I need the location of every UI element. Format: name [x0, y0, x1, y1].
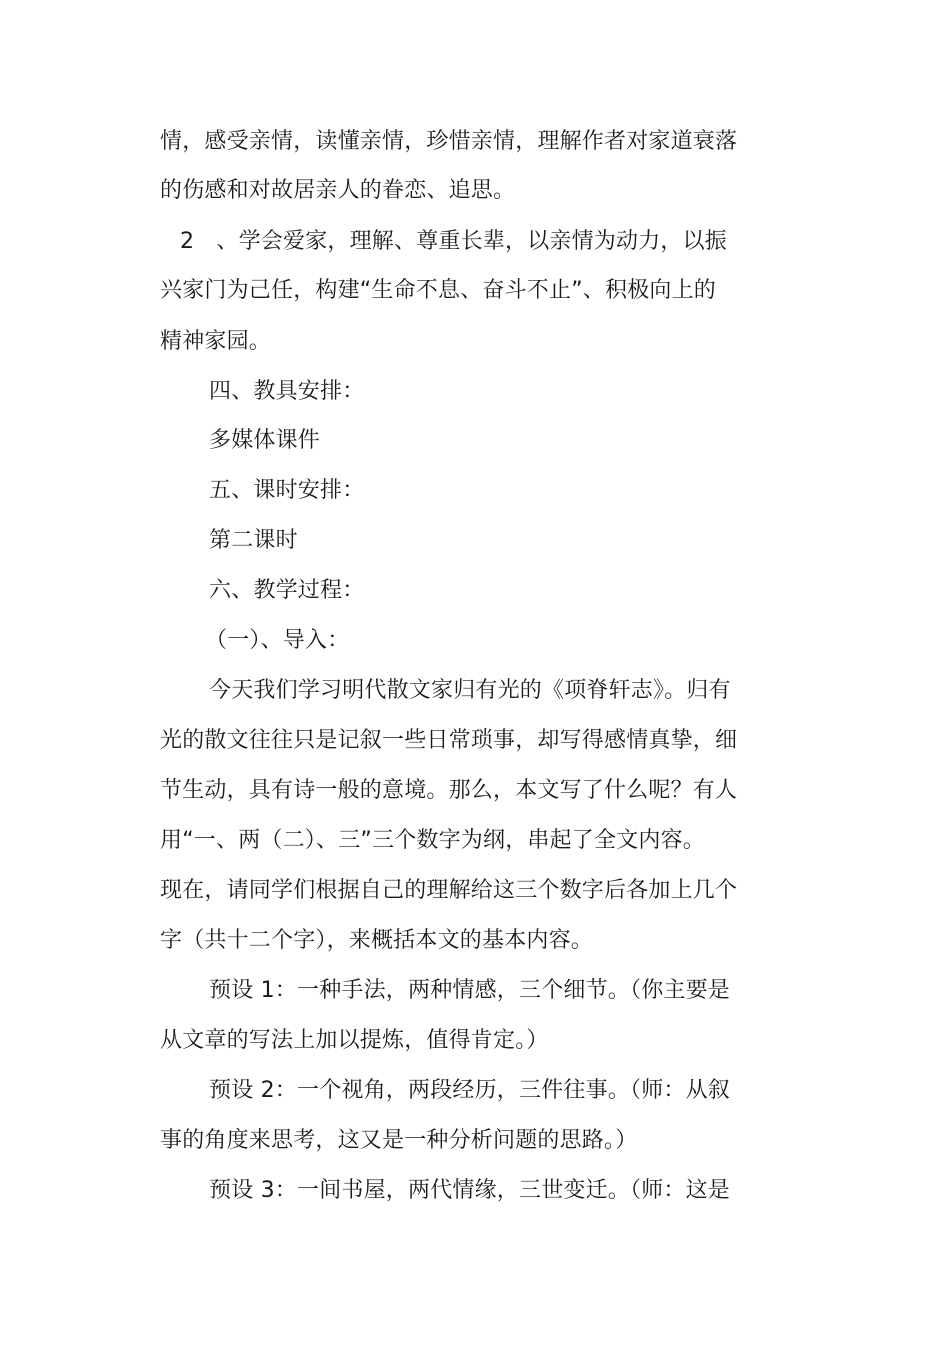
text-line: 现在，请同学们根据自己的理解给这三个数字后各加上几个 — [160, 878, 738, 903]
text-line: 第二课时 — [209, 528, 298, 553]
text-line: 2 、学会爱家，理解、尊重长辈，以亲情为动力，以振 — [180, 229, 727, 254]
text-line: 的伤感和对故居亲人的眷恋、追思。 — [160, 178, 516, 203]
text-line: 多媒体课件 — [209, 428, 321, 453]
section-heading: 五、课时安排： — [209, 478, 365, 503]
text-line: 今天我们学习明代散文家归有光的《项脊轩志》。归有 — [209, 678, 731, 703]
section-heading: 六、教学过程： — [209, 578, 365, 603]
text-line: 预设 1：一种手法，两种情感，三个细节。（你主要是 — [209, 978, 730, 1003]
text-line: 精神家园。 — [160, 329, 272, 354]
section-heading: 四、教具安排： — [209, 379, 365, 404]
text-line: 光的散文往往只是记叙一些日常琐事，却写得感情真挚，细 — [160, 728, 738, 753]
text-line: 兴家门为己任，构建“生命不息、奋斗不止”、积极向上的 — [160, 278, 716, 303]
text-line: 预设 2：一个视角，两段经历，三件往事。（师：从叙 — [209, 1078, 730, 1103]
text-line: 节生动，具有诗一般的意境。那么，本文写了什么呢？有人 — [160, 778, 738, 803]
text-line: 字（共十二个字），来概括本文的基本内容。 — [160, 928, 594, 953]
text-line: 从文章的写法上加以提炼，值得肯定。） — [160, 1028, 549, 1053]
subsection-heading: （一）、导入： — [205, 628, 350, 653]
text-line: 用“一、两（二）、三”三个数字为纲，串起了全文内容。 — [160, 828, 705, 853]
text-line: 预设 3：一间书屋，两代情缘，三世变迁。（师：这是 — [209, 1178, 730, 1203]
text-line: 情，感受亲情，读懂亲情，珍惜亲情，理解作者对家道衰落 — [160, 129, 738, 154]
text-line: 事的角度来思考，这又是一种分析问题的思路。） — [160, 1128, 638, 1153]
